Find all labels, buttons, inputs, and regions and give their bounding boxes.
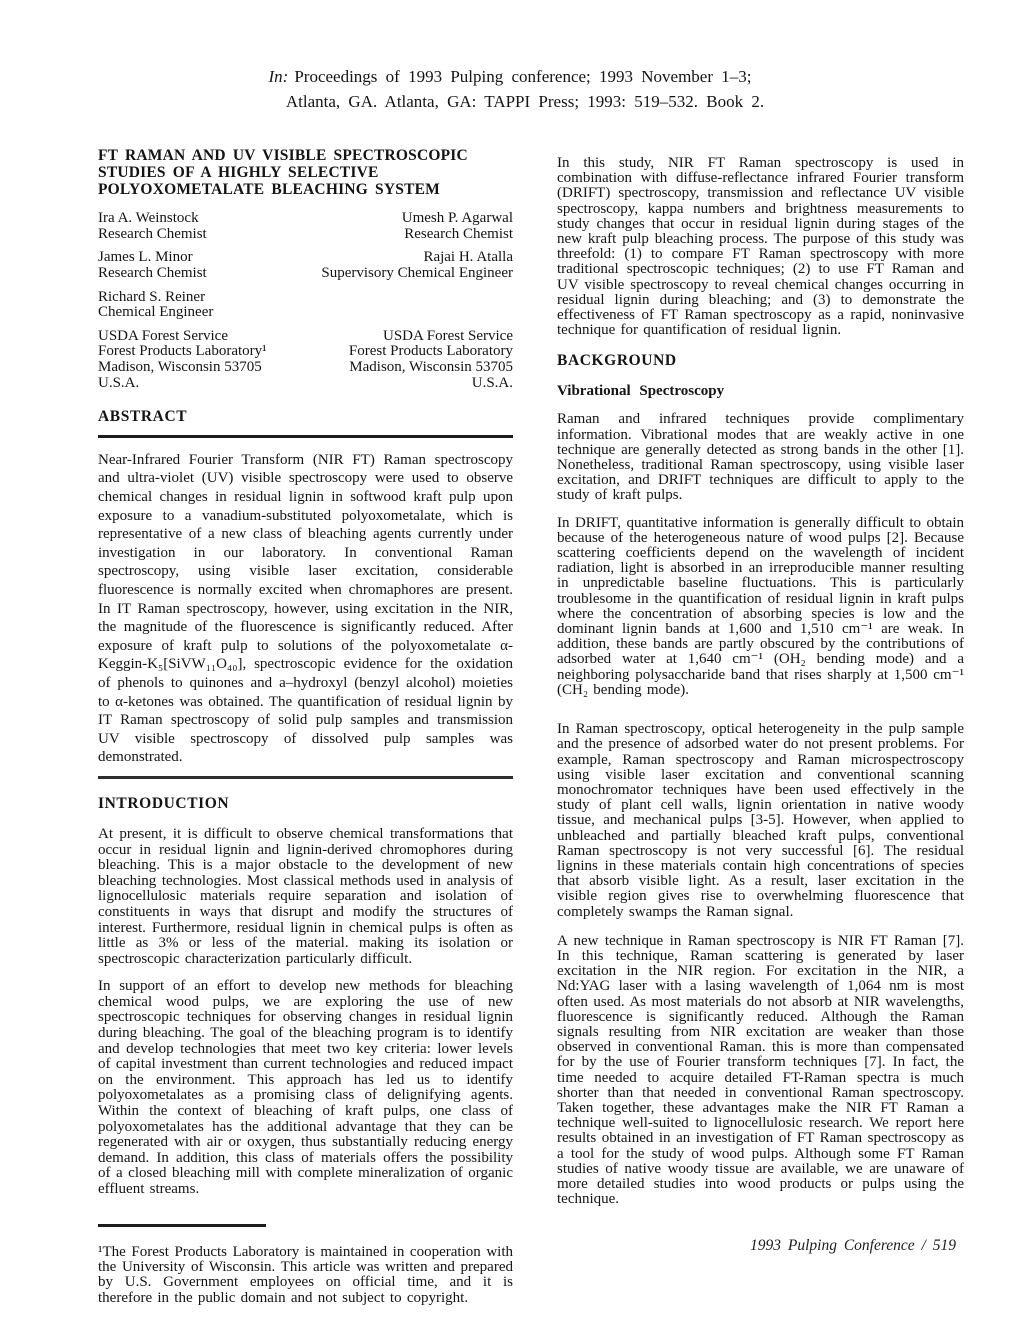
vibrational-paragraph-2: In DRIFT, quantitative information is generally difficult to obtain because of the heterogeneous nature of wood pulps [2]. Because scattering coefficients depend on the wavelength of incident radiation, light is absorbed in an irreproducible manner resulting in unpredictable baseline fluctuations. This is particularly troublesome in the quantification of residual lignin in kraft pulps where the concentration of absorbing species is low and the dominant lignin bands at 1,600 and 1,510 cm⁻¹ are weak. In addition, these bands are partly obscured by the contributions of adsorbed water at 1,640 cm⁻¹ (OH₂ bending mode) and a neighboring polysaccharide band that rises sharply at 1,500 cm⁻¹ (CH₂ bending mode). [557,514,964,698]
affiliation-row [98,329,513,392]
affiliation-line: USDA Forest Service [98,327,228,344]
affiliation-line: U.S.A. [98,375,140,392]
author-left [98,290,213,322]
background-heading: BACKGROUND [557,352,677,370]
author-right [321,250,513,282]
abstract-text: Near-Infrared Fourier Transform (NIR FT) Raman spectroscopy and ultra-violet (UV) visible spectroscopy were used to observe chemical changes in residual lignin in softwood kraft pulp upon exposure to a vanadium-substituted polyoxometalate, which is representative of a new class of bleaching agents currently under investigation in our laboratory. In conventional Raman spectroscopy, using visible laser excitation, considerable fluorescence is normally excited when chromaphores are present. In IT Raman spectroscopy, however, using excitation in the NIR, the magnitude of the fluorescence is significantly reduced. After exposure of kraft pulp to solutions of the polyoxometalate α-Keggin-K₅[SiVW₁₁O₄₀], spectroscopic evidence for the oxidation of phenols to quinones and a–hydroxyl (benzyl alcohol) moieties to α-ketones was obtained. The quantification of residual lignin by IT Raman spectroscopy of solid pulp samples and transmission UV visible spectroscopy of dissolved pulp samples was demonstrated. [98,451,513,766]
author-name: Richard S. Reiner [98,288,206,305]
author-role: Chemical Engineer [98,304,214,321]
author-name: Rajai H. Atalla [423,249,513,266]
author-role: Supervisory Chemical Engineer [321,265,513,282]
abstract-heading: ABSTRACT [98,407,188,425]
affiliation-line: Forest Products Laboratory¹ [98,343,267,360]
authors-block [98,211,513,391]
author-row [98,211,513,243]
affiliation-line: Madison, Wisconsin 53705 [349,359,513,376]
affiliation-left [98,329,267,392]
affiliation-line: Madison, Wisconsin 53705 [98,359,262,376]
author-left [98,211,207,243]
author-name: James L. Minor [98,249,193,266]
raman-paragraph-1: In Raman spectroscopy, optical heterogeneity in the pulp sample and the presence of adsorbed water do not present problems. For example, Raman spectroscopy and Raman microspectroscopy using visible laser excitation and conventional scanning monochromator techniques have been used effectively in the study of plant cell walls, lignin orientation in native woody tissue, and mechanical pulps [3-5]. However, when applied to unbleached and partially bleached kraft pulps, conventional Raman spectroscopy is not very successful [6]. The residual lignins in these materials contain high concentrations of species that absorb visible light. As a result, laser excitation in the visible region gives rise to overwhelming fluorescence that completely swamps the Raman signal. [557,721,964,920]
paper-title-line: FT RAMAN AND UV VISIBLE SPECTROSCOPIC [98,147,468,164]
author-row [98,250,513,282]
footnote-text: ¹The Forest Products Laboratory is maintained in cooperation with the University of Wisconsin. This article was written and prepared by U.S. Government employees on official time, and it is therefore in the public domain and not subject to copyright. [98,1243,513,1306]
footnote-rule [98,1224,266,1227]
author-role: Research Chemist [98,265,207,282]
affiliation-line: U.S.A. [471,375,513,392]
header-citation [0,0,1020,114]
introduction-paragraph-1: At present, it is difficult to observe chemical transformations that occur in residual lignin and lignin-derived chromophores during bleaching. This is a major obstacle to the development of new bleaching technologies. Most classical methods used in analysis of lignocellulosic materials require separation and isolation of constituents in ways that disrupt and modify the structures of interest. Furthermore, residual lignin in chemical pulps is often as little as 3% or less of the material. making its isolation or spectroscopic characterization particularly difficult. [98,825,513,967]
author-name: Umesh P. Agarwal [401,210,513,227]
citation-line-1 [0,64,1020,89]
right-column [557,148,964,1207]
introduction-heading: INTRODUCTION [98,794,230,812]
author-role: Research Chemist [98,226,207,243]
raman-paragraph-2: A new technique in Raman spectroscopy is NIR FT Raman [7]. In this technique, Raman scattering is generated by laser excitation in the NIR region. For excitation in the NIR, a Nd:YAG laser with a lasing wavelength of 1,064 nm is most often used. As most materials do not absorb at NIR wavelengths, fluorescence is significantly reduced. Although the Raman signals resulting from NIR excitation are weaker than those observed in conventional Raman. this is more than compensated for by the use of Fourier transform techniques [7]. In fact, the time needed to acquire detailed FT-Raman spectra is much shorter than that needed in conventional Raman spectroscopy. Taken together, these advantages make the NIR FT Raman a technique well-suited to lignocellulosic research. We report here results obtained in an investigation of FT Raman spectroscopy as a tool for the study of wood pulps. Although some FT Raman studies of native woody tissue are available, we are unaware of more detailed studies into wood products or pulps using the technique. [557,932,964,1208]
author-row [98,290,513,322]
author-role: Research Chemist [404,226,513,243]
affiliation-line: USDA Forest Service [383,327,513,344]
affiliation-right [349,329,513,392]
paper-title-line: POLYOXOMETALATE BLEACHING SYSTEM [98,180,440,198]
two-column-body [98,148,964,1306]
citation-line-1-text: Proceedings of 1993 Pulping conference; 1993 November 1–3; [294,67,752,86]
introduction-paragraph-2: In support of an effort to develop new methods for bleaching chemical wood pulps, we are exploring the use of new spectroscopic techniques for observing changes in residual lignin during bleaching. The goal of the bleaching program is to identify and develop technologies that meet two key criteria: lower levels of capital investment than current technologies and reduced impact on the environment. This approach has led us to identify polyoxometalates as a promising class of delignifying agents. Within the context of bleaching of kraft pulps, one class of polyoxometalates has the additional advantage that they can be regenerated with air or oxygen, thus substantially reducing energy demand. In addition, this class of materials offers the possibility of a closed bleaching mill with complete mineralization of organic effluent streams. [98,978,513,1198]
left-column [98,148,513,1306]
section-rule-bottom [98,776,513,779]
author-left [98,250,207,282]
paper-title [98,148,513,198]
footer-page-label: 1993 Pulping Conference / 519 [749,1237,956,1254]
study-paragraph: In this study, NIR FT Raman spectroscopy is used in combination with diffuse-reflectance infrared Fourier transform (DRIFT) spectroscopy, transmission and reflectance UV visible spectroscopy, kappa numbers and brightness measurements to study changes that occur in residual lignin during stages of the new kraft pulp bleaching process. The purpose of this study was threefold: (1) to compare FT Raman spectroscopy with more traditional spectroscopic techniques; (2) to use FT Raman and UV visible spectroscopy to reveal chemical changes occurring in residual lignin during bleaching; and (3) to demonstrate the effectiveness of FT Raman spectroscopy as a rapid, noninvasive technique for quantification of residual lignin. [557,155,964,339]
author-name: Ira A. Weinstock [98,210,199,227]
section-rule-top [98,435,513,438]
affiliation-line: Forest Products Laboratory [348,343,513,360]
vibrational-spectroscopy-heading: Vibrational Spectroscopy [557,383,725,400]
vibrational-paragraph-1: Raman and infrared techniques provide complimentary information. Vibrational modes that are weakly active in one technique are generally detected as strong bands in the other [1]. Nonetheless, traditional Raman spectroscopy, using visible laser excitation, and DRIFT techniques are difficult to apply to the study of kraft pulps. [557,411,964,504]
author-right [402,211,513,243]
citation-line-2: Atlanta, GA. Atlanta, GA: TAPPI Press; 1993: 519–532. Book 2. [285,92,765,111]
citation-in-label: In: [268,67,289,86]
paper-title-line: STUDIES OF A HIGHLY SELECTIVE [98,163,379,181]
